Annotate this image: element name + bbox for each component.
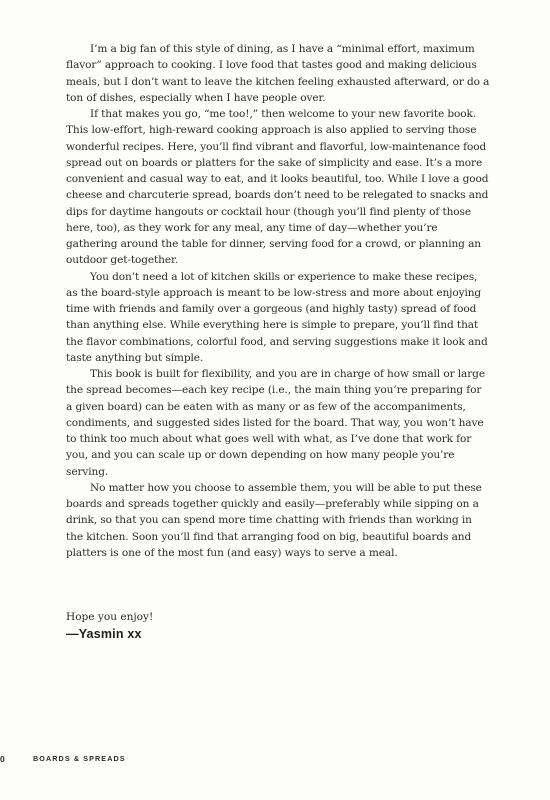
paragraph-1: I’m a big fan of this style of dining, as I have a “minimal effort, maximum flavor” approach to cooking. I love food that tastes good and making delicious meals, but I don’t want to leave the kitchen feeling exhausted afterward, or do a ton of dishes, especially when I have people over. bbox=[66, 43, 490, 104]
paragraph-3: You don’t need a lot of kitchen skills or experience to make these recipes, as the board-style approach is meant to be low-stress and more about enjoying time with friends and family over a gorgeous (and highly tasty) spread of food than anything else. While everything here is simple to prepare, you’ll find that the flavor combinations, colorful food, and serving suggestions make it look and taste anything but simple. bbox=[66, 270, 488, 364]
paragraph-4: This book is built for flexibility, and you are in charge of how small or large the spread becomes—each key recipe (i.e., the main thing you’re preparing for a given board) can be eaten with as many or as few of the accompaniments, condiments, and suggested sides listed for the board. That way, you won’t have to think too much about what goes well with what, as I’ve done that work for you, and you can scale up or down depending on how many people you’re serving. bbox=[66, 368, 485, 478]
page-number: 0 bbox=[0, 754, 5, 764]
paragraph-5: No matter how you choose to assemble them, you will be able to put these boards and spreads together quickly and easily—preferably while sipping on a drink, so that you can spend more time chatting with friends than working in the kitchen. Soon you’ll find that arranging food on big, beautiful boards and platters is one of the most fun (and easy) ways to serve a meal. bbox=[66, 481, 482, 559]
running-head: BOARDS & SPREADS bbox=[33, 754, 126, 763]
paragraph-2: If that makes you go, “me too!,” then welcome to your new favorite book. This low-effort, high-reward cooking approach is also applied to serving those wonderful recipes. Here, you’ll find vibrant and flavorful, low-maintenance food spread out on boards or platters for the sake of simplicity and ease. It’s a more convenient and casual way to eat, and it looks beautiful, too. While I love a good cheese and charcuterie spread, boards don’t need to be relegated to snacks and dips for daytime hangouts or cocktail hour (though you’ll find plenty of those here, too), as they work for any meal, any time of day—whether you’re gathering around the table for dinner, serving food for a crowd, or planning an outdoor get-together. bbox=[66, 108, 489, 267]
signoff-text: Hope you enjoy! bbox=[66, 611, 154, 623]
introduction-body bbox=[66, 41, 490, 561]
author-signature: —Yasmin xx bbox=[66, 627, 142, 641]
